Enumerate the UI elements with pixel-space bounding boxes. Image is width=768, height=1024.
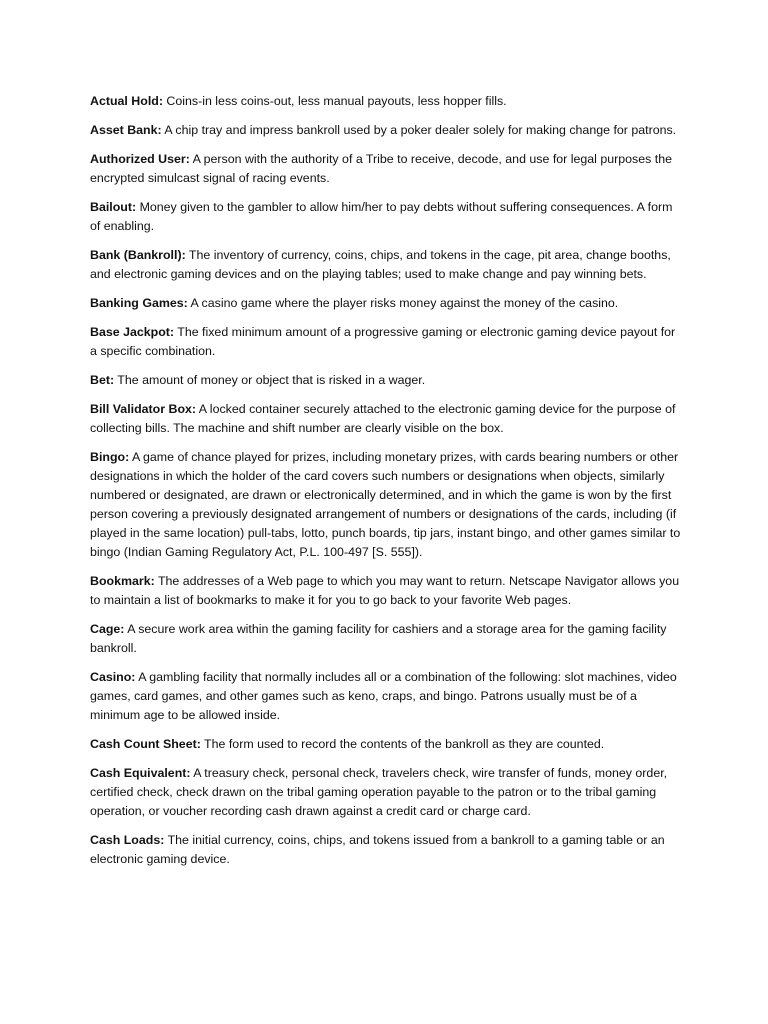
glossary-term: Actual Hold: <box>90 94 163 108</box>
glossary-definition: A secure work area within the gaming facility for cashiers and a storage area for the gaming facility bankroll. <box>90 622 667 655</box>
glossary-term: Bingo: <box>90 450 130 464</box>
glossary-entry-asset-bank <box>90 121 682 140</box>
document-page <box>90 92 682 879</box>
glossary-definition: A casino game where the player risks money against the money of the casino. <box>187 296 619 310</box>
glossary-term: Cage: <box>90 622 125 636</box>
glossary-entry-cash-equivalent <box>90 764 682 821</box>
glossary-definition: A game of chance played for prizes, including monetary prizes, with cards bearing numbers or other designations in which the holder of the card covers such numbers or designations when objects, similarly numbered or designated, are drawn or electronically determined, and in which the game is won by the first person covering a previously designated arrangement of numbers or designations of the cards, including (if played in the same location) pull-tabs, lotto, punch boards, tip jars, instant bingo, and other games similar to bingo (Indian Gaming Regulatory Act, P.L. 100-497 [S. 555]). <box>90 450 681 559</box>
glossary-entry-actual-hold <box>90 92 682 111</box>
glossary-definition: The fixed minimum amount of a progressive gaming or electronic gaming device payout for a specific combination. <box>90 325 676 358</box>
glossary-definition: The inventory of currency, coins, chips, and tokens in the cage, pit area, change booths, and electronic gaming devices and on the playing tables; used to make change and pay winning bets. <box>90 248 671 281</box>
glossary-term: Cash Equivalent: <box>90 766 191 780</box>
glossary-term: Bailout: <box>90 200 137 214</box>
glossary-term: Bet: <box>90 373 115 387</box>
glossary-entry-cash-count-sheet <box>90 735 682 754</box>
glossary-term: Cash Count Sheet: <box>90 737 201 751</box>
glossary-definition: The addresses of a Web page to which you may want to return. Netscape Navigator allows you to maintain a list of bookmarks to make it for you to go back to your favorite Web pages. <box>90 574 680 607</box>
glossary-entry-authorized-user <box>90 150 682 188</box>
glossary-definition: The initial currency, coins, chips, and tokens issued from a bankroll to a gaming table or an electronic gaming device. <box>90 833 665 866</box>
glossary-definition: Coins-in less coins-out, less manual payouts, less hopper fills. <box>162 94 507 108</box>
glossary-entry-bill-validator-box <box>90 400 682 438</box>
glossary-term: Casino: <box>90 670 136 684</box>
glossary-entry-bingo <box>90 448 682 562</box>
glossary-definition: Money given to the gambler to allow him/her to pay debts without suffering consequences. A form of enabling. <box>90 200 673 233</box>
glossary-entry-bookmark <box>90 572 682 610</box>
glossary-entry-bailout <box>90 198 682 236</box>
glossary-definition: A treasury check, personal check, travelers check, wire transfer of funds, money order, certified check, check drawn on the tribal gaming operation payable to the patron or to the tribal gaming operation, or voucher recording cash drawn against a credit card or charge card. <box>90 766 668 818</box>
glossary-term: Bookmark: <box>90 574 155 588</box>
glossary-entry-banking-games <box>90 294 682 313</box>
glossary-definition: A gambling facility that normally includes all or a combination of the following: slot machines, video games, card games, and other games such as keno, craps, and bingo. Patrons usually must be of a minimum age to be allowed inside. <box>90 670 677 722</box>
glossary-entry-cash-loads <box>90 831 682 869</box>
glossary-definition: A person with the authority of a Tribe to receive, decode, and use for legal purposes the encrypted simulcast signal of racing events. <box>90 152 672 185</box>
glossary-term: Bank (Bankroll): <box>90 248 186 262</box>
glossary-entry-casino <box>90 668 682 725</box>
glossary-entry-bet <box>90 371 682 390</box>
glossary-term: Banking Games: <box>90 296 188 310</box>
glossary-term: Cash Loads: <box>90 833 165 847</box>
glossary-term: Asset Bank: <box>90 123 162 137</box>
glossary-entry-cage <box>90 620 682 658</box>
glossary-term: Authorized User: <box>90 152 190 166</box>
glossary-definition: The form used to record the contents of the bankroll as they are counted. <box>200 737 605 751</box>
glossary-entry-bank <box>90 246 682 284</box>
glossary-definition: The amount of money or object that is risked in a wager. <box>114 373 426 387</box>
glossary-term: Bill Validator Box: <box>90 402 197 416</box>
glossary-definition: A locked container securely attached to the electronic gaming device for the purpose of collecting bills. The machine and shift number are clearly visible on the box. <box>90 402 676 435</box>
glossary-definition: A chip tray and impress bankroll used by a poker dealer solely for making change for patrons. <box>161 123 677 137</box>
glossary-entry-base-jackpot <box>90 323 682 361</box>
glossary-term: Base Jackpot: <box>90 325 175 339</box>
